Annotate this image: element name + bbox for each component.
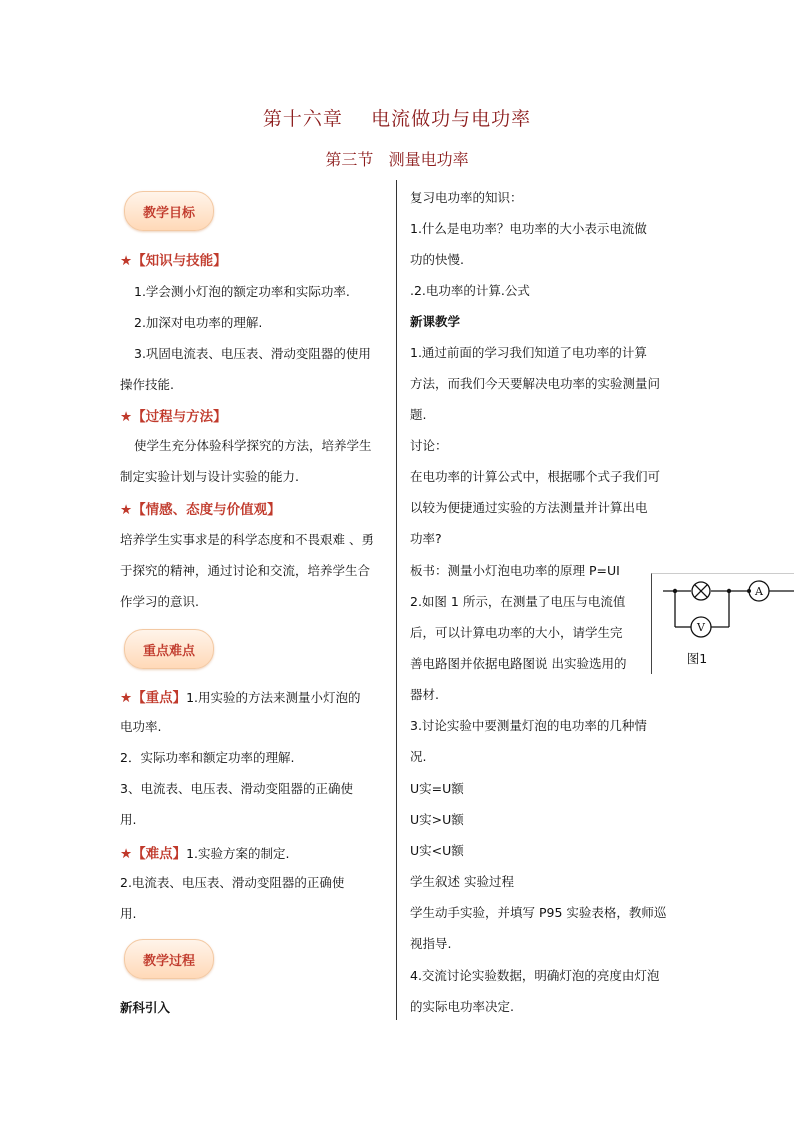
ammeter-label: A xyxy=(755,585,763,598)
paragraph: 3.讨论实验中要测量灯泡的电功率的几种情 xyxy=(410,718,647,733)
paragraph: 学生叙述 实验过程 xyxy=(410,874,514,889)
difficulty-1 xyxy=(120,842,290,862)
paragraph: 1.什么是电功率？电功率的大小表示电流做 xyxy=(410,221,647,236)
paragraph: 方法，而我们今天要解决电功率的实验测量问 xyxy=(410,376,661,391)
star-icon: ★ xyxy=(120,409,133,425)
paragraph: U实<U额 xyxy=(410,843,464,858)
paragraph: .2.电功率的计算.公式 xyxy=(410,283,530,298)
badge-key-points: 重点难点 xyxy=(124,629,214,669)
paragraph: 操作技能. xyxy=(120,377,174,392)
paragraph: 况. xyxy=(410,749,427,764)
paragraph: 器材. xyxy=(410,687,439,702)
heading-emotion xyxy=(120,498,281,518)
paragraph: 1.学会测小灯泡的额定功率和实际功率. xyxy=(134,284,350,299)
paragraph: 后，可以计算电功率的大小，请学生完 xyxy=(410,625,623,640)
star-icon: ★ xyxy=(120,846,133,862)
star-icon: ★ xyxy=(120,690,133,706)
paragraph: 的实际电功率决定. xyxy=(410,999,514,1014)
key-point-text: 1.用实验的方法来测量小灯泡的 xyxy=(186,690,361,705)
heading-process xyxy=(120,405,227,425)
difficulty-label: 【难点】 xyxy=(132,846,187,862)
heading-knowledge-label: 【知识与技能】 xyxy=(132,253,227,269)
heading-emotion-label: 【情感、态度与价值观】 xyxy=(132,502,281,518)
chapter-title: 第十六章 电流做功与电功率 xyxy=(262,108,532,130)
paragraph: 2.电流表、电压表、滑动变阻器的正确使 xyxy=(120,875,345,890)
paragraph: 3.巩固电流表、电压表、滑动变阻器的使用 xyxy=(134,346,371,361)
paragraph: 题. xyxy=(410,407,427,422)
paragraph: 2．实际功率和额定功率的理解. xyxy=(120,750,295,765)
paragraph: 用. xyxy=(120,906,137,921)
paragraph: 用. xyxy=(120,812,137,827)
paragraph: 讨论： xyxy=(410,438,448,453)
new-lesson-heading: 新课教学 xyxy=(410,314,461,329)
paragraph: 于探究的精神，通过讨论和交流，培养学生合 xyxy=(120,563,371,578)
key-point-label: 【重点】 xyxy=(132,690,187,706)
paragraph: U实=U额 xyxy=(410,781,464,796)
circuit-diagram xyxy=(651,573,794,673)
column-divider xyxy=(396,180,397,1020)
paragraph: 制定实验计划与设计实验的能力. xyxy=(120,469,299,484)
paragraph: 功率? xyxy=(410,531,442,546)
badge-teaching-process: 教学过程 xyxy=(124,939,214,979)
paragraph: 视指导. xyxy=(410,936,452,951)
paragraph: 3、电流表、电压表、滑动变阻器的正确使 xyxy=(120,781,353,796)
paragraph: 以较为便捷通过实验的方法测量并计算出电 xyxy=(410,500,648,515)
star-icon: ★ xyxy=(120,502,133,518)
paragraph: 功的快慢. xyxy=(410,252,464,267)
star-icon: ★ xyxy=(120,253,133,269)
difficulty-text: 1.实验方案的制定. xyxy=(186,846,290,861)
intro-heading: 新科引入 xyxy=(120,1000,171,1015)
paragraph: 作学习的意识. xyxy=(120,594,199,609)
figure-caption: 图1 xyxy=(686,651,708,666)
paragraph: 复习电功率的知识： xyxy=(410,190,523,205)
paragraph: 2.如图 1 所示，在测量了电压与电流值 xyxy=(410,594,626,609)
key-point-1 xyxy=(120,686,361,706)
badge-teaching-goals: 教学目标 xyxy=(124,191,214,231)
paragraph: 在电功率的计算公式中，根据哪个式子我们可 xyxy=(410,469,661,484)
paragraph: 电功率. xyxy=(120,719,162,734)
paragraph: 学生动手实验，并填写 P95 实验表格，教师巡 xyxy=(410,905,667,920)
paragraph: 使学生充分体验科学探究的方法，培养学生 xyxy=(134,438,372,453)
paragraph: 培养学生实事求是的科学态度和不畏艰难 、勇 xyxy=(120,532,374,547)
section-title: 第三节 测量电功率 xyxy=(325,150,469,169)
paragraph: 4.交流讨论实验数据，明确灯泡的亮度由灯泡 xyxy=(410,968,660,983)
voltmeter-label: V xyxy=(697,621,705,634)
heading-process-label: 【过程与方法】 xyxy=(132,409,227,425)
paragraph: 1.通过前面的学习我们知道了电功率的计算 xyxy=(410,345,647,360)
paragraph: 善电路图并依据电路图说 出实验选用的 xyxy=(410,656,627,671)
paragraph: 2.加深对电功率的理解. xyxy=(134,315,263,330)
heading-knowledge xyxy=(120,249,227,269)
paragraph: U实>U额 xyxy=(410,812,464,827)
paragraph: 板书：测量小灯泡电功率的原理 P=UI xyxy=(410,563,620,578)
